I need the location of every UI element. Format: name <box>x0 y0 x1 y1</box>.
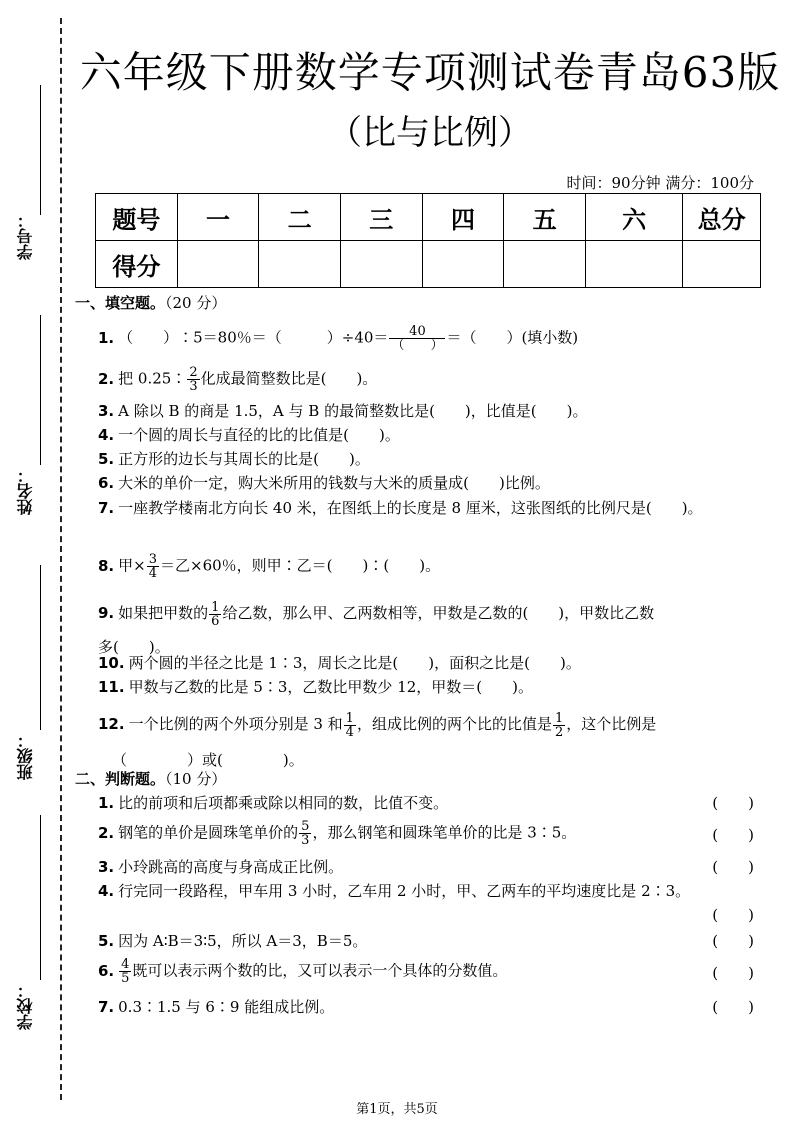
fraction-denominator: 3 <box>301 833 310 848</box>
fraction-denominator: 2 <box>554 724 564 740</box>
score-header-cell: 六 <box>585 194 682 241</box>
fraction-numerator: 1 <box>554 710 564 726</box>
question-3 <box>98 400 760 422</box>
fraction-numerator: 1 <box>345 710 354 726</box>
question-text: ＝（ ）(填小数) <box>446 328 579 347</box>
question-text: 因为 A∶B＝3∶5，所以 A＝3，B＝5。 <box>118 932 368 950</box>
question-text: 甲× <box>118 556 146 575</box>
answer-parentheses[interactable]: ( ) <box>712 794 754 812</box>
fraction-denominator: 6 <box>211 613 220 629</box>
question-text: 一个比例的两个外项分别是 3 和 <box>128 715 343 733</box>
question-text: 如果把甲数的 <box>118 604 209 622</box>
section-points: （20 分） <box>165 294 227 312</box>
question-number: 9. <box>98 604 115 622</box>
question-text: 一个圆的周长与直径的比的比值是( )。 <box>118 426 400 444</box>
question-text: 0.3∶1.5 与 6∶9 能组成比例。 <box>118 998 335 1016</box>
fraction <box>389 325 445 352</box>
question-4 <box>98 424 760 446</box>
fraction-numerator: 40 <box>389 325 445 339</box>
name-label: 姓名： <box>16 467 35 515</box>
question-text: 比的前项和后项都乘或除以相同的数，比值不变。 <box>118 794 449 812</box>
score-header-cell: 二 <box>259 194 341 241</box>
judge-3 <box>98 856 760 878</box>
answer-parentheses[interactable]: ( ) <box>712 964 754 982</box>
question-text: A 除以 B 的商是 1.5，A 与 B 的最简整数比是( )，比值是( )。 <box>118 402 588 420</box>
answer-parentheses[interactable]: ( ) <box>712 826 754 844</box>
question-text: ＝乙×60％，则甲∶乙＝( )∶( )。 <box>160 556 441 575</box>
fraction-numerator: 3 <box>148 552 157 567</box>
question-6 <box>98 472 760 494</box>
judge-2 <box>98 820 760 847</box>
score-cell[interactable] <box>504 241 586 288</box>
student-id-label: 学号： <box>16 212 35 260</box>
answer-parentheses[interactable]: ( ) <box>712 932 754 950</box>
score-row-label: 得分 <box>96 241 178 288</box>
question-11 <box>98 676 760 698</box>
question-number: 1. <box>98 328 115 347</box>
class-field[interactable] <box>4 565 54 780</box>
school-line <box>40 815 41 980</box>
question-text: ，组成比例的两个比的比值是 <box>356 715 552 733</box>
question-text: 把 0.25∶ <box>118 369 187 388</box>
fraction-denominator: 5 <box>121 971 130 986</box>
score-cell[interactable] <box>422 241 504 288</box>
school-label: 学校： <box>16 982 35 1030</box>
question-text: 甲数与乙数的比是 5∶3，乙数比甲数少 12，甲数＝( )。 <box>128 678 533 696</box>
score-table <box>95 193 761 288</box>
score-header-cell: 三 <box>340 194 422 241</box>
fraction-denominator: 3 <box>189 379 198 394</box>
binding-margin <box>0 0 70 1123</box>
question-text: 小玲跳高的高度与身高成正比例。 <box>118 858 344 876</box>
question-number: 4. <box>98 882 115 900</box>
page-subtitle: （比与比例） <box>328 113 532 153</box>
question-number: 6. <box>98 474 115 492</box>
judge-5 <box>98 930 760 952</box>
question-text: （ ）或( )。 <box>112 751 304 769</box>
question-text: ，那么钢笔和圆珠笔单价的比是 3∶5。 <box>312 823 577 842</box>
score-cell[interactable] <box>259 241 341 288</box>
cut-line <box>60 18 62 1100</box>
question-text: 化成最简整数比是( )。 <box>200 369 378 388</box>
score-row <box>96 241 761 288</box>
question-text: 两个圆的半径之比是 1∶3，周长之比是( )，面积之比是( )。 <box>128 654 581 672</box>
question-2 <box>98 366 760 393</box>
question-number: 5. <box>98 932 115 950</box>
question-text: 多( )。 <box>98 638 170 656</box>
question-number: 5. <box>98 450 115 468</box>
fraction-denominator: 4 <box>345 724 354 740</box>
question-number: 10. <box>98 654 125 672</box>
fraction-numerator: 1 <box>211 599 220 615</box>
question-number: 6. <box>98 961 115 980</box>
score-cell[interactable] <box>340 241 422 288</box>
school-field[interactable] <box>4 815 54 1030</box>
question-number: 12. <box>98 715 125 733</box>
section-heading <box>75 768 226 789</box>
answer-parentheses[interactable]: ( ) <box>712 906 754 924</box>
answer-parentheses[interactable]: ( ) <box>712 858 754 876</box>
question-number: 4. <box>98 426 115 444</box>
fraction <box>299 820 311 847</box>
judge-4 <box>98 880 760 902</box>
fraction <box>344 712 356 739</box>
question-8 <box>98 553 760 580</box>
fraction-denominator: （ ） <box>391 338 444 353</box>
question-text: 钢笔的单价是圆珠笔单价的 <box>118 823 299 842</box>
question-number: 7. <box>98 499 115 517</box>
section-points: （10 分） <box>165 770 227 788</box>
class-label: 班级： <box>16 732 35 780</box>
question-7 <box>98 496 760 520</box>
name-field[interactable] <box>4 315 54 515</box>
student-id-field[interactable] <box>4 85 54 260</box>
fraction <box>187 366 199 393</box>
question-number: 7. <box>98 998 115 1016</box>
fraction <box>119 958 131 985</box>
question-10 <box>98 652 760 674</box>
page-footer: 第1页，共5页 <box>356 1102 438 1117</box>
question-text: 正方形的边长与其周长的比是( )。 <box>118 450 370 468</box>
score-header-cell: 题号 <box>96 194 178 241</box>
fraction-numerator: 4 <box>121 957 130 972</box>
student-id-line <box>40 85 41 215</box>
score-header-cell: 四 <box>422 194 504 241</box>
question-number: 1. <box>98 794 115 812</box>
question-text: （ ）∶5＝80％＝（ ）÷40＝ <box>118 328 389 347</box>
question-text: 行完同一段路程，甲车用 3 小时，乙车用 2 小时，甲、乙两车的平均速度比是 2∶3。 <box>118 882 691 900</box>
time-info: 时间：90分钟 满分：100分 <box>566 174 754 192</box>
name-line <box>40 315 41 465</box>
score-header-cell: 总分 <box>683 194 761 241</box>
score-header-row <box>96 194 761 241</box>
fraction-numerator: 5 <box>301 819 310 834</box>
question-number: 2. <box>98 823 115 842</box>
question-number: 11. <box>98 678 125 696</box>
page-title: 六年级下册数学专项测试卷青岛63版 <box>79 48 781 97</box>
question-text: ，这个比例是 <box>566 715 657 733</box>
score-cell[interactable] <box>585 241 682 288</box>
section-title: 二、判断题。 <box>75 770 166 788</box>
question-number: 2. <box>98 369 115 388</box>
question-number: 3. <box>98 858 115 876</box>
score-header-cell: 五 <box>504 194 586 241</box>
fraction-numerator: 2 <box>189 365 198 380</box>
question-text: 给乙数，那么甲、乙两数相等，甲数是乙数的( )，甲数比乙数 <box>222 604 655 622</box>
answer-parentheses[interactable]: ( ) <box>712 998 754 1016</box>
fraction <box>209 601 221 628</box>
score-header-cell: 一 <box>177 194 259 241</box>
score-cell[interactable] <box>177 241 259 288</box>
fraction <box>553 712 565 739</box>
question-text: 大米的单价一定，购大米所用的钱数与大米的质量成( )比例。 <box>118 474 550 492</box>
judge-7 <box>98 996 760 1018</box>
judge-6 <box>98 958 760 985</box>
class-line <box>40 565 41 730</box>
judge-1 <box>98 792 760 814</box>
question-number: 8. <box>98 556 115 575</box>
fraction <box>147 553 159 580</box>
section-title: 一、填空题。 <box>75 294 166 312</box>
question-text: 一座教学楼南北方向长 40 米，在图纸上的长度是 8 厘米，这张图纸的比例尺是( )。 <box>118 499 703 517</box>
question-number: 3. <box>98 402 115 420</box>
question-1 <box>98 325 760 352</box>
section-heading <box>75 292 226 313</box>
fraction-denominator: 4 <box>148 566 157 581</box>
question-text: 既可以表示两个数的比，又可以表示一个具体的分数值。 <box>132 961 508 980</box>
question-5 <box>98 448 760 470</box>
score-cell[interactable] <box>683 241 761 288</box>
